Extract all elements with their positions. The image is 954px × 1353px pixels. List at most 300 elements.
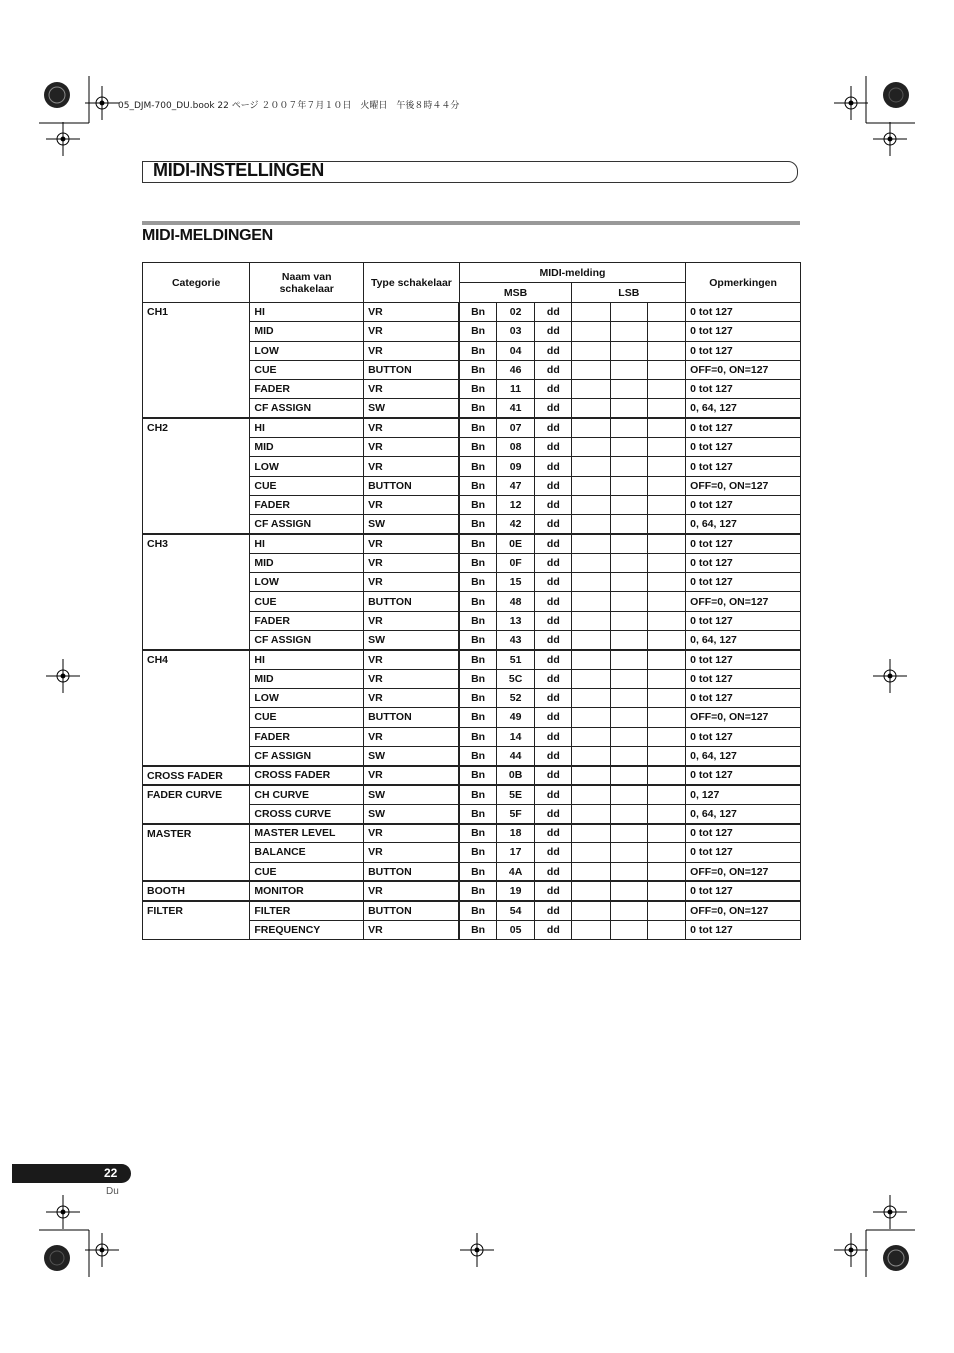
page-language: Du [106, 1186, 119, 1197]
lsb-cell [572, 746, 610, 765]
lsb-cell [647, 746, 685, 765]
lsb-cell [572, 611, 610, 630]
lsb-cell [647, 708, 685, 727]
msb-control-cell: 07 [496, 418, 534, 437]
msb-control-cell: 52 [496, 688, 534, 707]
lsb-cell [610, 476, 647, 495]
status-byte-cell: Bn [459, 399, 496, 418]
lsb-cell [610, 669, 647, 688]
remarks-cell: 0 tot 127 [686, 843, 801, 862]
remarks-cell: 0, 64, 127 [686, 399, 801, 418]
remarks-cell: 0 tot 127 [686, 611, 801, 630]
msb-value-cell: dd [535, 380, 572, 399]
remarks-cell: 0 tot 127 [686, 322, 801, 341]
switch-type-cell: VR [364, 843, 460, 862]
lsb-cell [572, 573, 610, 592]
remarks-cell: 0 tot 127 [686, 457, 801, 476]
msb-control-cell: 02 [496, 303, 534, 322]
remarks-cell: 0 tot 127 [686, 303, 801, 322]
lsb-cell [610, 592, 647, 611]
remarks-cell: 0 tot 127 [686, 341, 801, 360]
remarks-cell: 0 tot 127 [686, 534, 801, 553]
remarks-cell: OFF=0, ON=127 [686, 476, 801, 495]
lsb-cell [647, 360, 685, 379]
lsb-cell [572, 418, 610, 437]
lsb-cell [610, 804, 647, 823]
status-byte-cell: Bn [459, 708, 496, 727]
lsb-cell [647, 322, 685, 341]
msb-value-cell: dd [535, 901, 572, 920]
header-remarks: Opmerkingen [686, 263, 801, 303]
switch-type-cell: SW [364, 399, 460, 418]
status-byte-cell: Bn [459, 785, 496, 804]
lsb-cell [572, 457, 610, 476]
switch-type-cell: VR [364, 727, 460, 746]
msb-control-cell: 51 [496, 650, 534, 669]
remarks-cell: 0 tot 127 [686, 766, 801, 785]
status-byte-cell: Bn [459, 804, 496, 823]
switch-type-cell: VR [364, 303, 460, 322]
lsb-cell [647, 495, 685, 514]
msb-value-cell: dd [535, 322, 572, 341]
remarks-cell: 0 tot 127 [686, 418, 801, 437]
remarks-cell: 0 tot 127 [686, 495, 801, 514]
table-row [143, 901, 801, 920]
category-cell: CROSS FADER [143, 766, 250, 785]
lsb-cell [572, 669, 610, 688]
switch-name-cell: MONITOR [250, 881, 364, 900]
switch-type-cell: VR [364, 380, 460, 399]
table-row [143, 766, 801, 785]
lsb-cell [572, 804, 610, 823]
switch-type-cell: BUTTON [364, 592, 460, 611]
msb-value-cell: dd [535, 592, 572, 611]
switch-type-cell: VR [364, 322, 460, 341]
status-byte-cell: Bn [459, 341, 496, 360]
table-row [143, 534, 801, 553]
remarks-cell: 0, 127 [686, 785, 801, 804]
lsb-cell [572, 631, 610, 650]
switch-name-cell: MID [250, 322, 364, 341]
switch-name-cell: MASTER LEVEL [250, 824, 364, 843]
switch-name-cell: CUE [250, 592, 364, 611]
lsb-cell [572, 438, 610, 457]
lsb-cell [572, 688, 610, 707]
lsb-cell [572, 322, 610, 341]
status-byte-cell: Bn [459, 495, 496, 514]
msb-control-cell: 19 [496, 881, 534, 900]
lsb-cell [610, 322, 647, 341]
remarks-cell: 0, 64, 127 [686, 515, 801, 534]
lsb-cell [647, 920, 685, 939]
lsb-cell [572, 650, 610, 669]
lsb-cell [572, 495, 610, 514]
msb-control-cell: 11 [496, 380, 534, 399]
remarks-cell: 0 tot 127 [686, 650, 801, 669]
switch-name-cell: MID [250, 669, 364, 688]
switch-name-cell: CUE [250, 708, 364, 727]
switch-name-cell: CF ASSIGN [250, 631, 364, 650]
lsb-cell [647, 631, 685, 650]
remarks-cell: OFF=0, ON=127 [686, 592, 801, 611]
msb-control-cell: 0E [496, 534, 534, 553]
lsb-cell [610, 573, 647, 592]
switch-name-cell: FREQUENCY [250, 920, 364, 939]
lsb-cell [647, 438, 685, 457]
page-number: 22 [104, 1166, 118, 1180]
lsb-cell [647, 766, 685, 785]
status-byte-cell: Bn [459, 457, 496, 476]
table-row [143, 303, 801, 322]
switch-type-cell: VR [364, 495, 460, 514]
status-byte-cell: Bn [459, 862, 496, 881]
table-row [143, 650, 801, 669]
switch-type-cell: VR [364, 457, 460, 476]
msb-value-cell: dd [535, 688, 572, 707]
msb-value-cell: dd [535, 399, 572, 418]
msb-value-cell: dd [535, 341, 572, 360]
msb-value-cell: dd [535, 573, 572, 592]
msb-value-cell: dd [535, 824, 572, 843]
status-byte-cell: Bn [459, 418, 496, 437]
msb-control-cell: 5C [496, 669, 534, 688]
msb-value-cell: dd [535, 515, 572, 534]
switch-name-cell: FADER [250, 380, 364, 399]
lsb-cell [572, 476, 610, 495]
remarks-cell: 0, 64, 127 [686, 804, 801, 823]
lsb-cell [647, 611, 685, 630]
status-byte-cell: Bn [459, 592, 496, 611]
lsb-cell [647, 843, 685, 862]
table-body [143, 303, 801, 940]
switch-name-cell: LOW [250, 573, 364, 592]
header-msb: MSB [459, 283, 572, 303]
lsb-cell [610, 727, 647, 746]
msb-value-cell: dd [535, 534, 572, 553]
lsb-cell [572, 766, 610, 785]
switch-type-cell: VR [364, 669, 460, 688]
table-row [143, 824, 801, 843]
status-byte-cell: Bn [459, 727, 496, 746]
lsb-cell [610, 650, 647, 669]
switch-type-cell: VR [364, 573, 460, 592]
lsb-cell [647, 303, 685, 322]
switch-type-cell: VR [364, 824, 460, 843]
switch-name-cell: CROSS CURVE [250, 804, 364, 823]
remarks-cell: 0 tot 127 [686, 920, 801, 939]
lsb-cell [572, 380, 610, 399]
lsb-cell [647, 418, 685, 437]
msb-value-cell: dd [535, 843, 572, 862]
msb-control-cell: 05 [496, 920, 534, 939]
switch-name-cell: MID [250, 438, 364, 457]
lsb-cell [572, 785, 610, 804]
msb-value-cell: dd [535, 746, 572, 765]
lsb-cell [647, 399, 685, 418]
lsb-cell [610, 824, 647, 843]
lsb-cell [647, 688, 685, 707]
status-byte-cell: Bn [459, 920, 496, 939]
msb-value-cell: dd [535, 727, 572, 746]
lsb-cell [610, 785, 647, 804]
remarks-cell: 0, 64, 127 [686, 746, 801, 765]
remarks-cell: 0 tot 127 [686, 553, 801, 572]
status-byte-cell: Bn [459, 881, 496, 900]
lsb-cell [572, 303, 610, 322]
switch-name-cell: CF ASSIGN [250, 515, 364, 534]
subsection-title: MIDI-MELDINGEN [142, 227, 273, 244]
msb-value-cell: dd [535, 418, 572, 437]
category-cell: FADER CURVE [143, 785, 250, 824]
lsb-cell [610, 495, 647, 514]
status-byte-cell: Bn [459, 669, 496, 688]
subsection-rule [142, 221, 800, 225]
switch-name-cell: FADER [250, 495, 364, 514]
header-switch-type: Type schakelaar [364, 263, 460, 303]
msb-value-cell: dd [535, 804, 572, 823]
category-cell: MASTER [143, 824, 250, 882]
msb-value-cell: dd [535, 669, 572, 688]
lsb-cell [610, 631, 647, 650]
table-row [143, 881, 801, 900]
lsb-cell [647, 341, 685, 360]
lsb-cell [572, 515, 610, 534]
lsb-cell [610, 708, 647, 727]
msb-value-cell: dd [535, 785, 572, 804]
category-cell: FILTER [143, 901, 250, 940]
msb-control-cell: 48 [496, 592, 534, 611]
switch-name-cell: LOW [250, 457, 364, 476]
status-byte-cell: Bn [459, 553, 496, 572]
switch-type-cell: SW [364, 631, 460, 650]
lsb-cell [572, 901, 610, 920]
lsb-cell [647, 515, 685, 534]
msb-control-cell: 54 [496, 901, 534, 920]
msb-value-cell: dd [535, 457, 572, 476]
switch-type-cell: VR [364, 920, 460, 939]
msb-value-cell: dd [535, 611, 572, 630]
switch-type-cell: VR [364, 881, 460, 900]
msb-control-cell: 41 [496, 399, 534, 418]
lsb-cell [572, 534, 610, 553]
msb-value-cell: dd [535, 708, 572, 727]
switch-name-cell: CROSS FADER [250, 766, 364, 785]
switch-name-cell: CUE [250, 862, 364, 881]
msb-control-cell: 14 [496, 727, 534, 746]
msb-control-cell: 03 [496, 322, 534, 341]
lsb-cell [610, 881, 647, 900]
midi-messages-table [142, 262, 801, 940]
msb-control-cell: 42 [496, 515, 534, 534]
msb-control-cell: 0B [496, 766, 534, 785]
msb-control-cell: 18 [496, 824, 534, 843]
lsb-cell [610, 457, 647, 476]
lsb-cell [647, 669, 685, 688]
status-byte-cell: Bn [459, 843, 496, 862]
msb-control-cell: 04 [496, 341, 534, 360]
switch-name-cell: CF ASSIGN [250, 399, 364, 418]
switch-type-cell: SW [364, 785, 460, 804]
category-cell: CH2 [143, 418, 250, 534]
msb-control-cell: 46 [496, 360, 534, 379]
switch-type-cell: VR [364, 418, 460, 437]
lsb-cell [647, 380, 685, 399]
remarks-cell: OFF=0, ON=127 [686, 360, 801, 379]
section-title: MIDI-INSTELLINGEN [153, 160, 324, 180]
lsb-cell [647, 573, 685, 592]
remarks-cell: 0 tot 127 [686, 380, 801, 399]
msb-control-cell: 43 [496, 631, 534, 650]
switch-name-cell: CH CURVE [250, 785, 364, 804]
switch-name-cell: LOW [250, 688, 364, 707]
msb-control-cell: 15 [496, 573, 534, 592]
msb-control-cell: 47 [496, 476, 534, 495]
lsb-cell [572, 708, 610, 727]
switch-name-cell: CUE [250, 360, 364, 379]
status-byte-cell: Bn [459, 476, 496, 495]
lsb-cell [572, 553, 610, 572]
lsb-cell [647, 650, 685, 669]
status-byte-cell: Bn [459, 688, 496, 707]
header-lsb: LSB [572, 283, 686, 303]
lsb-cell [610, 534, 647, 553]
msb-value-cell: dd [535, 650, 572, 669]
lsb-cell [572, 824, 610, 843]
remarks-cell: 0 tot 127 [686, 573, 801, 592]
remarks-cell: 0 tot 127 [686, 881, 801, 900]
remarks-cell: OFF=0, ON=127 [686, 708, 801, 727]
msb-value-cell: dd [535, 476, 572, 495]
status-byte-cell: Bn [459, 322, 496, 341]
lsb-cell [647, 901, 685, 920]
msb-value-cell: dd [535, 766, 572, 785]
remarks-cell: 0 tot 127 [686, 727, 801, 746]
lsb-cell [647, 862, 685, 881]
msb-value-cell: dd [535, 881, 572, 900]
lsb-cell [572, 862, 610, 881]
msb-control-cell: 49 [496, 708, 534, 727]
msb-value-cell: dd [535, 360, 572, 379]
msb-control-cell: 0F [496, 553, 534, 572]
lsb-cell [610, 438, 647, 457]
status-byte-cell: Bn [459, 650, 496, 669]
switch-name-cell: HI [250, 534, 364, 553]
switch-name-cell: LOW [250, 341, 364, 360]
switch-type-cell: VR [364, 611, 460, 630]
msb-control-cell: 17 [496, 843, 534, 862]
msb-control-cell: 13 [496, 611, 534, 630]
lsb-cell [647, 824, 685, 843]
lsb-cell [610, 843, 647, 862]
lsb-cell [647, 553, 685, 572]
msb-control-cell: 12 [496, 495, 534, 514]
status-byte-cell: Bn [459, 515, 496, 534]
msb-control-cell: 09 [496, 457, 534, 476]
lsb-cell [610, 341, 647, 360]
switch-type-cell: SW [364, 804, 460, 823]
status-byte-cell: Bn [459, 901, 496, 920]
switch-type-cell: BUTTON [364, 862, 460, 881]
remarks-cell: OFF=0, ON=127 [686, 901, 801, 920]
header-midi-message: MIDI-melding [459, 263, 685, 283]
switch-type-cell: BUTTON [364, 360, 460, 379]
lsb-cell [572, 727, 610, 746]
switch-type-cell: VR [364, 341, 460, 360]
switch-type-cell: SW [364, 515, 460, 534]
lsb-cell [610, 553, 647, 572]
lsb-cell [610, 766, 647, 785]
lsb-cell [610, 746, 647, 765]
status-byte-cell: Bn [459, 746, 496, 765]
lsb-cell [647, 476, 685, 495]
switch-name-cell: HI [250, 303, 364, 322]
lsb-cell [610, 920, 647, 939]
switch-type-cell: BUTTON [364, 901, 460, 920]
switch-name-cell: BALANCE [250, 843, 364, 862]
lsb-cell [647, 785, 685, 804]
lsb-cell [610, 688, 647, 707]
status-byte-cell: Bn [459, 438, 496, 457]
switch-name-cell: FILTER [250, 901, 364, 920]
remarks-cell: 0 tot 127 [686, 438, 801, 457]
lsb-cell [610, 380, 647, 399]
category-cell: CH3 [143, 534, 250, 650]
lsb-cell [572, 341, 610, 360]
lsb-cell [610, 901, 647, 920]
lsb-cell [610, 360, 647, 379]
msb-value-cell: dd [535, 303, 572, 322]
msb-control-cell: 44 [496, 746, 534, 765]
msb-value-cell: dd [535, 438, 572, 457]
switch-type-cell: VR [364, 438, 460, 457]
switch-name-cell: FADER [250, 611, 364, 630]
status-byte-cell: Bn [459, 611, 496, 630]
switch-name-cell: FADER [250, 727, 364, 746]
switch-name-cell: CF ASSIGN [250, 746, 364, 765]
header-switch-name: Naam van schakelaar [250, 263, 364, 303]
switch-type-cell: BUTTON [364, 476, 460, 495]
lsb-cell [572, 360, 610, 379]
category-cell: CH1 [143, 303, 250, 419]
lsb-cell [647, 457, 685, 476]
status-byte-cell: Bn [459, 573, 496, 592]
remarks-cell: OFF=0, ON=127 [686, 862, 801, 881]
lsb-cell [572, 592, 610, 611]
switch-type-cell: VR [364, 534, 460, 553]
msb-value-cell: dd [535, 495, 572, 514]
category-cell: BOOTH [143, 881, 250, 900]
lsb-cell [647, 727, 685, 746]
switch-type-cell: BUTTON [364, 708, 460, 727]
switch-type-cell: VR [364, 650, 460, 669]
status-byte-cell: Bn [459, 631, 496, 650]
lsb-cell [610, 303, 647, 322]
switch-type-cell: VR [364, 766, 460, 785]
status-byte-cell: Bn [459, 534, 496, 553]
lsb-cell [610, 515, 647, 534]
lsb-cell [572, 843, 610, 862]
lsb-cell [647, 881, 685, 900]
switch-name-cell: HI [250, 418, 364, 437]
lsb-cell [572, 881, 610, 900]
status-byte-cell: Bn [459, 766, 496, 785]
switch-type-cell: VR [364, 688, 460, 707]
msb-value-cell: dd [535, 920, 572, 939]
status-byte-cell: Bn [459, 380, 496, 399]
lsb-cell [610, 418, 647, 437]
msb-control-cell: 08 [496, 438, 534, 457]
header-category: Categorie [143, 263, 250, 303]
